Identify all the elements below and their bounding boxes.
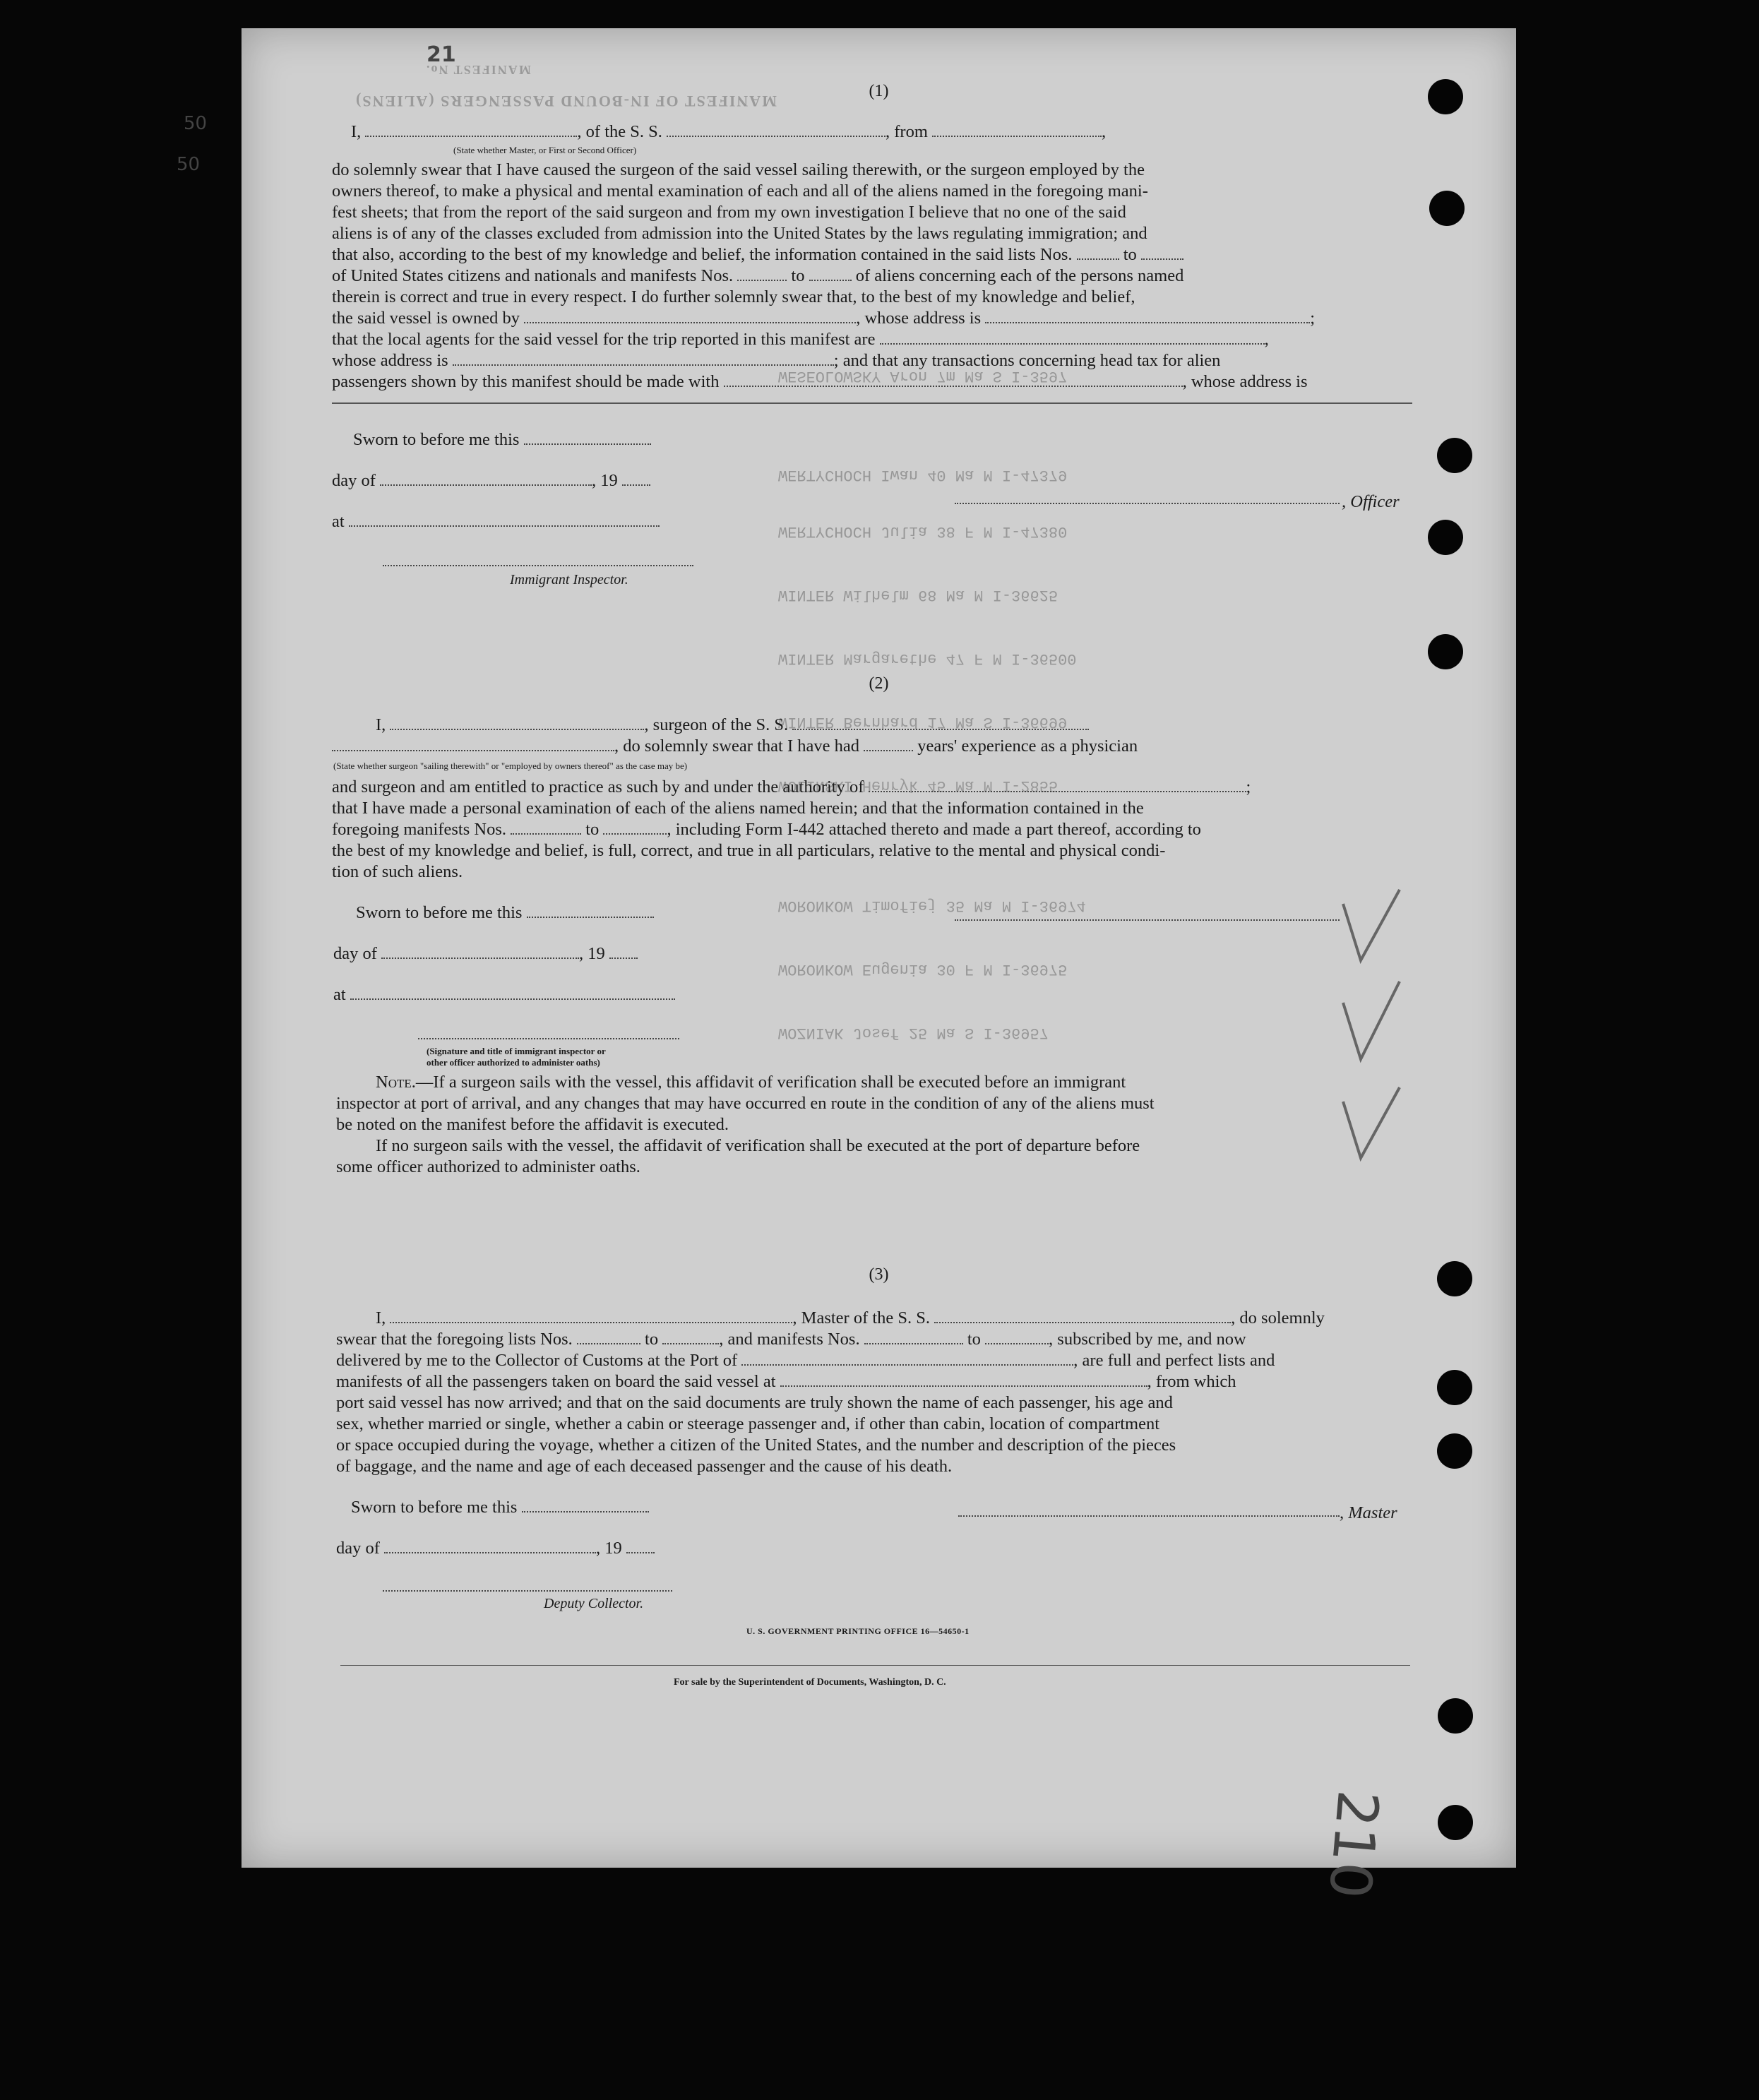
binder-hole — [1428, 520, 1463, 555]
section3-body-line: of baggage, and the name and age of each deceased passenger and the cause of his death. — [336, 1457, 953, 1476]
section1-heading: (1) — [869, 82, 889, 100]
top-number: 21 — [427, 42, 456, 67]
vessel-owner-field[interactable] — [524, 309, 856, 323]
section3-line2: swear that the foregoing lists Nos. to , and manifests Nos. to , subscribed by me, and now — [336, 1330, 1246, 1349]
section3-sworn: Sworn to before me this — [351, 1497, 649, 1518]
manifests-from-field[interactable] — [737, 267, 787, 281]
section1-body-line: that also, according to the best of my knowledge and belief, the information contained in the said lists Nos. to — [332, 244, 1183, 266]
master-sworn-month-field[interactable] — [384, 1539, 596, 1553]
section1-body-line: do solemnly swear that I have caused the surgeon of the said vessel sailing therewith, or the surgeon employed by the — [332, 160, 1145, 179]
section3-line3: delivered by me to the Collector of Customs at the Port of , are full and perfect lists and — [336, 1351, 1275, 1370]
manifest-back-page — [177, 28, 1516, 1902]
master-sworn-day-field[interactable] — [522, 1498, 649, 1513]
section1-body-line: owners thereof, to make a physical and mental examination of each and all of the aliens named in the foregoing mani- — [332, 181, 1148, 201]
section3-body-line: or space occupied during the voyage, whether a citizen of the United States, and the number and description of the pieces — [336, 1436, 1176, 1455]
bleed-through-manifest-no: MANIFEST No. — [425, 63, 531, 77]
surgeon-vessel-field[interactable] — [792, 716, 1089, 730]
bleed-through-header: MANIFEST OF IN-BOUND PASSENGERS (ALIENS) — [354, 93, 777, 110]
section3-body-line: sex, whether married or single, whether a cabin or steerage passenger and, if other than cabin, location of compartment — [336, 1414, 1160, 1433]
section1-at: at — [332, 511, 660, 532]
section1-body-line: aliens is of any of the classes excluded from admission into the United States by the laws regulating immigration; and — [332, 224, 1147, 243]
surgeon-sworn-year-field[interactable] — [609, 945, 638, 959]
section1-body-line: the said vessel is owned by , whose address is ; — [332, 309, 1316, 328]
note-line: be noted on the manifest before the affidavit is executed. — [336, 1115, 729, 1134]
section2-body-line: that I have made a personal examination of each of the aliens named herein; and that the information contained in the — [332, 799, 1144, 818]
printing-office: U. S. GOVERNMENT PRINTING OFFICE 16—54650-1 — [746, 1626, 970, 1636]
binder-hole — [1428, 79, 1463, 114]
bleed-through-row: WINTER Margarethe 47 F M I-36500 — [778, 650, 1077, 667]
lists-from-field[interactable] — [1077, 246, 1119, 260]
master-vessel-field[interactable] — [934, 1309, 1231, 1323]
sig-caption-2: other officer authorized to administer oaths) — [427, 1057, 600, 1068]
section1-line1: I, , of the S. S. , from , — [351, 122, 1107, 141]
bleed-through-row: WINTER Bernhard 17 Ma S I-36699 — [778, 713, 1068, 731]
sworn-day-field[interactable] — [524, 431, 651, 445]
surgeon-sworn-place-field[interactable] — [350, 986, 675, 1000]
master-signature-line[interactable] — [958, 1515, 1340, 1517]
section3-body-line: port said vessel has now arrived; and that on the said documents are truly shown the name of each passenger, his age and — [336, 1393, 1173, 1412]
binder-hole — [1437, 1261, 1472, 1296]
section3-line1: I, , Master of the S. S. , do solemnly — [376, 1308, 1325, 1328]
section2-heading: (2) — [869, 674, 889, 693]
port-of-arrival-field[interactable] — [741, 1352, 1073, 1366]
binder-hole — [1437, 1433, 1472, 1469]
surgeon-manifests-from-field[interactable] — [511, 821, 581, 835]
section2-at: at — [333, 984, 675, 1006]
master-sworn-year-field[interactable] — [626, 1539, 655, 1553]
surgeon-name-field[interactable] — [390, 716, 644, 730]
binder-hole — [1429, 191, 1465, 226]
section1-body-line: therein is correct and true in every respect. I do further solemnly swear that, to the best of my knowledge and belief, — [332, 287, 1135, 306]
deputy-label: Deputy Collector. — [544, 1596, 644, 1611]
sworn-month-field[interactable] — [380, 472, 592, 486]
binder-hole — [1438, 1698, 1473, 1734]
section2-sworn: Sworn to before me this — [356, 902, 654, 924]
bleed-through-row: WOLINSKI Henryk 45 Ma M I-2855 — [778, 777, 1059, 794]
port-of-embarkation-field[interactable] — [780, 1373, 1147, 1387]
bleed-through-row: WORONKOW Timofiej 35 Ma M I-36974 — [778, 897, 1086, 914]
bleed-through-row: WERTYCHOCH Julia 38 F M I-47380 — [778, 523, 1068, 540]
note-line: If no surgeon sails with the vessel, the affidavit of verification shall be executed at the port of departure before — [376, 1136, 1140, 1155]
section1-caption: (State whether Master, or First or Second Officer) — [453, 145, 637, 155]
sworn-place-field[interactable] — [349, 513, 660, 527]
left-number-1: 50 — [184, 113, 208, 134]
surgeon-manifests-to-field[interactable] — [603, 821, 667, 835]
master-name-field[interactable] — [390, 1309, 792, 1323]
section2-body-line: the best of my knowledge and belief, is full, correct, and true in all particulars, relative to the mental and physical condi- — [332, 841, 1166, 860]
vessel-name-field[interactable] — [667, 123, 886, 137]
officer-label: , Officer — [1342, 492, 1400, 511]
master-lists-from-field[interactable] — [577, 1330, 640, 1344]
surgeon-status-field[interactable] — [332, 737, 614, 751]
master-label: , Master — [1340, 1503, 1397, 1522]
master-lists-to-field[interactable] — [662, 1330, 719, 1344]
agents-address-field[interactable] — [453, 352, 834, 366]
section1-body-line: whose address is ; and that any transactions concerning head tax for alien — [332, 351, 1221, 370]
left-number-2: 50 — [177, 154, 201, 175]
note-line: inspector at port of arrival, and any changes that may have occurred en route in the condition of any of the aliens must — [336, 1094, 1155, 1113]
section2-day-of: day of , 19 — [333, 943, 638, 965]
officer-signature-line[interactable] — [955, 503, 1340, 504]
owner-address-field[interactable] — [985, 309, 1310, 323]
sworn-year-field[interactable] — [622, 472, 650, 486]
bleed-through-row: WOZNIAK Josef 25 Ma S I-36957 — [778, 1024, 1049, 1042]
bleed-through-row: WERTYCHOCH Iwan 40 Ma M I-47379 — [778, 466, 1068, 484]
section3-day-of: day of , 19 — [336, 1538, 655, 1559]
binder-hole — [1438, 1805, 1473, 1840]
officer-rank-field[interactable] — [365, 123, 577, 137]
master-manifests-to-field[interactable] — [985, 1330, 1049, 1344]
section3-heading: (3) — [869, 1265, 889, 1284]
section1-body-line: that the local agents for the said vessel for the trip reported in this manifest are , — [332, 330, 1269, 349]
manifests-to-field[interactable] — [809, 267, 852, 281]
departure-port-field[interactable] — [932, 123, 1102, 137]
section1-body-line: of United States citizens and nationals and manifests Nos. to of aliens concerning each of the persons named — [332, 266, 1184, 285]
handwritten-checkmarks — [1329, 876, 1414, 1172]
bleed-through-row: WINTER Wilhelm 68 Ma M I-36625 — [778, 586, 1059, 604]
master-manifests-from-field[interactable] — [864, 1330, 963, 1344]
section2-body-line: foregoing manifests Nos. to , including Form I-442 attached thereto and made a part thereof, according to — [332, 820, 1201, 839]
note-line: some officer authorized to administer oaths. — [336, 1157, 640, 1176]
surgeon-sworn-month-field[interactable] — [381, 945, 579, 959]
footer-rule — [340, 1665, 1410, 1666]
head-tax-contact-field[interactable] — [724, 373, 1183, 387]
inspector-signature-line[interactable] — [383, 565, 693, 566]
section2-caption: (State whether surgeon "sailing therewith" or "employed by owners thereof" as the case may be) — [333, 760, 688, 771]
section1-sworn: Sworn to before me this — [353, 429, 651, 451]
sig-caption-1: (Signature and title of immigrant inspector or — [427, 1046, 606, 1056]
section1-day-of: day of , 19 — [332, 470, 650, 491]
local-agents-field[interactable] — [880, 330, 1265, 345]
years-experience-field[interactable] — [864, 737, 913, 751]
surgeon-sworn-day-field[interactable] — [527, 904, 654, 918]
bleed-through-row: WESEOLOWSKY Aron 7m Ma S I-3597 — [778, 367, 1068, 385]
section3-line4: manifests of all the passengers taken on board the said vessel at , from which — [336, 1372, 1236, 1391]
authority-field[interactable] — [869, 778, 1246, 792]
inspector-label: Immigrant Inspector. — [510, 572, 628, 587]
deputy-signature-line[interactable] — [383, 1590, 672, 1592]
binder-hole — [1428, 634, 1463, 669]
section2-line1: I, , surgeon of the S. S. — [376, 715, 1089, 736]
section1-body-line: fest sheets; that from the report of the said surgeon and from my own investigation I believe that no one of the said — [332, 203, 1126, 222]
binder-hole — [1437, 1370, 1472, 1405]
bottom-right-number: 210 — [1316, 1787, 1391, 1902]
surgeon-signature-line[interactable] — [955, 919, 1340, 921]
for-sale-line: For sale by the Superintendent of Documents, Washington, D. C. — [674, 1677, 946, 1688]
oath-officer-signature-line[interactable] — [418, 1038, 679, 1039]
address-rule — [332, 402, 1412, 404]
lists-to-field[interactable] — [1141, 246, 1183, 260]
section2-body-line: tion of such aliens. — [332, 862, 463, 881]
section2-line2: , do solemnly swear that I have had years' experience as a physician — [332, 736, 1138, 757]
bleed-through-row: WORONKOW Eugenia 30 F M I-36975 — [778, 960, 1068, 978]
section2-body-line: and surgeon and am entitled to practice as such by and under the authority of ; — [332, 777, 1251, 797]
note-line: Note.—If a surgeon sails with the vessel, this affidavit of verification shall be executed before an immigrant — [376, 1073, 1126, 1092]
section1-body-line: passengers shown by this manifest should be made with , whose address is — [332, 372, 1308, 391]
binder-hole — [1437, 438, 1472, 473]
